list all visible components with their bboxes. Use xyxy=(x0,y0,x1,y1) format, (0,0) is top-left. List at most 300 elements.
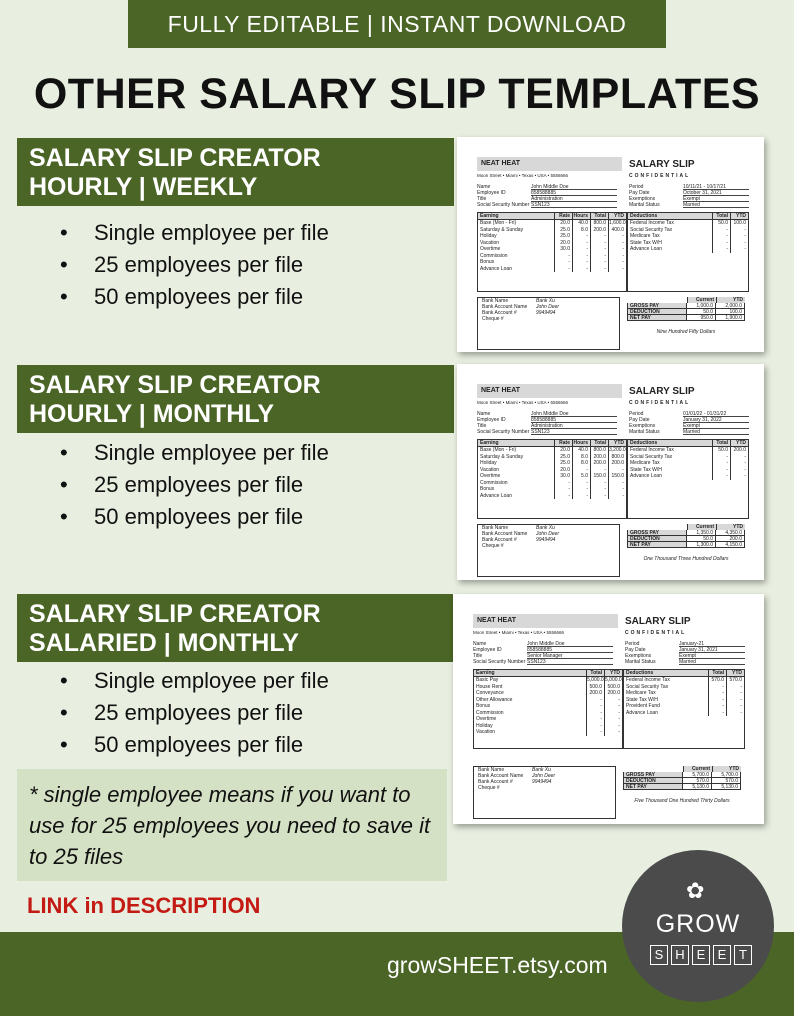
logo-grow-text: GROW xyxy=(655,910,741,938)
section-header-salaried-monthly xyxy=(17,594,454,662)
table-cell: Vacation xyxy=(480,239,500,246)
table-header-cell: YTD xyxy=(608,213,626,219)
totals-value: 570.0 xyxy=(682,778,711,783)
bank-value: John Deer xyxy=(536,304,560,310)
table-header-cell: Earning xyxy=(476,670,495,676)
bank-value: 9949494 xyxy=(532,779,552,785)
slip-company-address: Moon Street • Miami • Texas • USA • 5556666 xyxy=(473,630,565,635)
salary-slip-preview-hourly-weekly xyxy=(457,137,764,352)
totals-row xyxy=(627,315,745,321)
deductions-table xyxy=(627,439,749,519)
table-header-cell: Total xyxy=(708,670,726,676)
bank-row xyxy=(478,316,619,322)
table-header xyxy=(478,440,626,447)
table-cell: - xyxy=(726,703,744,710)
table-cell: Social Security Tax xyxy=(626,683,669,690)
table-cell: 40.0 xyxy=(572,447,590,454)
info-value: January-21 xyxy=(679,641,745,647)
info-value: Married xyxy=(679,659,745,665)
section-title-line1: SALARY SLIP CREATOR xyxy=(29,371,321,399)
info-label: Marital Status xyxy=(629,429,660,435)
table-header-cell: Hours xyxy=(573,440,588,446)
table-header xyxy=(478,213,626,220)
table-cell: - xyxy=(708,703,726,710)
slip-confidential: CONFIDENTIAL xyxy=(629,173,691,179)
bank-label: Cheque # xyxy=(478,785,500,791)
table-header-cell: Earning xyxy=(480,213,499,219)
table-cell: 800.0 xyxy=(608,454,626,461)
table-header-cell: Earning xyxy=(480,440,499,446)
table-cell: Advance Loan xyxy=(480,265,512,272)
table-cell: State Tax W/H xyxy=(630,466,662,473)
slip-company-name: NEAT HEAT xyxy=(477,384,622,398)
totals-label: NET PAY xyxy=(628,315,686,320)
table-cell: - xyxy=(604,723,622,730)
table-header-cell: YTD xyxy=(608,440,626,446)
table-cell: - xyxy=(726,684,744,691)
info-value: Exempt xyxy=(683,196,749,202)
table-cell: - xyxy=(730,233,748,240)
totals-header-cell: Current xyxy=(683,766,712,772)
table-cell: Commission xyxy=(476,709,504,716)
table-cell: - xyxy=(708,690,726,697)
table-cell: - xyxy=(586,697,604,704)
bank-label: Cheque # xyxy=(482,316,504,322)
table-header-cell: YTD xyxy=(604,670,622,676)
totals-table xyxy=(623,766,741,790)
table-cell: - xyxy=(730,467,748,474)
table-cell: - xyxy=(712,233,730,240)
bullet-icon: • xyxy=(60,700,68,725)
table-cell: 570.0 xyxy=(726,677,744,684)
table-cell: - xyxy=(590,467,608,474)
totals-value: 50.0 xyxy=(686,536,715,541)
table-cell: - xyxy=(590,266,608,273)
bullet-icon: • xyxy=(60,220,68,245)
table-cell: 400.0 xyxy=(608,227,626,234)
table-cell: - xyxy=(708,710,726,717)
slip-title: SALARY SLIP xyxy=(629,386,695,397)
info-label: Period xyxy=(629,411,644,417)
table-cell: 20.0 xyxy=(554,447,572,454)
table-cell: 8.0 xyxy=(572,460,590,467)
deductions-table xyxy=(623,669,745,749)
table-cell: - xyxy=(604,697,622,704)
table-cell: 500.0 xyxy=(586,684,604,691)
table-cell: 200.0 xyxy=(586,690,604,697)
table-cell: - xyxy=(554,493,572,500)
table-cell: 150.0 xyxy=(608,473,626,480)
info-value: SSN123 xyxy=(531,429,617,435)
totals-value: 1,350.0 xyxy=(686,530,715,535)
salary-slip-preview-hourly-monthly xyxy=(457,364,764,580)
info-value: Exempt xyxy=(683,423,749,429)
table-row xyxy=(474,729,622,736)
table-cell: Base (Mon - Fri) xyxy=(480,447,517,453)
info-value: John Middle Doe xyxy=(527,641,613,647)
table-cell: Federal Income Tax xyxy=(630,447,674,453)
salary-slip-preview-salaried-monthly xyxy=(453,594,764,824)
bullet-icon: • xyxy=(60,440,68,465)
totals-label: DEDUCTION xyxy=(624,778,682,783)
info-value: 10/11/21 - 10/17/21 xyxy=(683,184,749,190)
totals-row xyxy=(623,784,741,790)
table-cell: - xyxy=(572,467,590,474)
info-label: Period xyxy=(625,641,640,647)
info-label: Title xyxy=(473,653,483,659)
table-cell: - xyxy=(604,716,622,723)
table-cell: Advance Loan xyxy=(630,473,662,479)
section-header-hourly-weekly xyxy=(17,138,454,206)
table-cell: - xyxy=(572,253,590,260)
bank-value: John Deer xyxy=(532,773,556,779)
table-header-cell: YTD xyxy=(726,670,744,676)
table-header-cell: Deductions xyxy=(630,440,658,446)
table-header-cell: Total xyxy=(586,670,604,676)
table-cell: - xyxy=(572,259,590,266)
section-title-line2: HOURLY | WEEKLY xyxy=(29,173,258,201)
info-value: Married xyxy=(683,429,749,435)
info-value: January 31, 2021 xyxy=(679,647,745,653)
table-cell: - xyxy=(572,266,590,273)
bank-details xyxy=(473,766,616,819)
totals-value: 200.0 xyxy=(715,536,744,541)
slip-confidential: CONFIDENTIAL xyxy=(625,630,687,636)
list-item: • 50 employees per file xyxy=(60,281,329,313)
table-cell: 50.0 xyxy=(712,220,730,227)
table-cell: State Tax W/H xyxy=(630,239,662,246)
info-label: Title xyxy=(477,196,487,202)
section-title-line2: SALARIED | MONTHLY xyxy=(29,629,299,657)
slip-pay-info xyxy=(625,641,745,665)
info-label: Name xyxy=(477,411,491,417)
table-cell: 8.0 xyxy=(572,227,590,234)
table-cell: Advance Loan xyxy=(630,246,662,252)
amount-in-words: Five Thousand One Hundred Thirty Dollars xyxy=(634,798,730,804)
logo-letter: T xyxy=(734,945,752,965)
table-cell: - xyxy=(712,467,730,474)
table-cell: - xyxy=(726,710,744,717)
totals-label: GROSS PAY xyxy=(628,530,686,535)
totals-value: 1,300.0 xyxy=(686,542,715,547)
section-title-line2: HOURLY | MONTHLY xyxy=(29,400,274,428)
table-cell: Social Security Tax xyxy=(630,226,673,233)
list-item: • Single employee per file xyxy=(60,217,329,249)
slip-employee-info xyxy=(477,411,617,435)
info-value: Exempt xyxy=(679,653,745,659)
info-row xyxy=(477,202,617,208)
table-cell: 50.0 xyxy=(712,447,730,454)
info-row xyxy=(477,429,617,435)
info-value: John Middle Doe xyxy=(531,411,617,417)
list-item: • Single employee per file xyxy=(60,665,329,697)
info-label: Name xyxy=(473,641,487,647)
table-cell: Social Security Tax xyxy=(630,453,673,460)
table-cell: - xyxy=(604,703,622,710)
table-cell: - xyxy=(608,467,626,474)
bank-label: Bank Name xyxy=(482,298,509,304)
table-row xyxy=(478,266,626,273)
bank-value: 9949494 xyxy=(536,537,556,543)
totals-value: 1,000.0 xyxy=(686,303,715,308)
table-row xyxy=(478,493,626,500)
section-header-hourly-monthly xyxy=(17,365,454,433)
page-title: OTHER SALARY SLIP TEMPLATES xyxy=(33,70,761,118)
table-cell: 25.0 xyxy=(554,233,572,240)
slip-title: SALARY SLIP xyxy=(625,616,691,627)
bullet-icon: • xyxy=(60,252,68,277)
table-cell: Commission xyxy=(480,479,508,486)
slip-company-name: NEAT HEAT xyxy=(477,157,622,171)
table-header xyxy=(628,213,748,220)
info-label: Period xyxy=(629,184,644,190)
table-cell: 200.0 xyxy=(730,447,748,454)
info-label: Employee ID xyxy=(473,647,502,653)
table-cell: Medicare Tax xyxy=(630,460,660,466)
info-label: Title xyxy=(477,423,487,429)
table-cell: 570.0 xyxy=(708,677,726,684)
bullet-icon: • xyxy=(60,284,68,309)
table-cell: Advance Loan xyxy=(480,492,512,499)
table-header-cell: Hours xyxy=(573,213,588,219)
table-cell: - xyxy=(730,227,748,234)
growsheet-logo xyxy=(622,850,774,1002)
table-cell: Bonus xyxy=(480,486,495,492)
top-banner: FULLY EDITABLE | INSTANT DOWNLOAD xyxy=(128,0,666,48)
table-cell: Vacation xyxy=(480,466,500,473)
info-label: Employee ID xyxy=(477,417,506,423)
slip-company-address: Moon Street • Miami • Texas • USA • 5556666 xyxy=(477,173,569,178)
table-cell: - xyxy=(608,233,626,240)
table-cell: - xyxy=(572,480,590,487)
info-value: 858588885 xyxy=(531,417,617,423)
table-cell: 25.0 xyxy=(554,227,572,234)
table-cell: - xyxy=(730,240,748,247)
table-header-cell: Total xyxy=(712,213,730,219)
table-cell: - xyxy=(590,246,608,253)
bullet-list-salaried-monthly xyxy=(60,665,329,761)
table-cell: 25.0 xyxy=(554,454,572,461)
totals-header-cell: YTD xyxy=(712,766,741,772)
table-cell: - xyxy=(608,480,626,487)
table-cell: - xyxy=(572,240,590,247)
table-cell: - xyxy=(554,486,572,493)
bank-label: Bank Account # xyxy=(482,310,517,316)
table-cell: Provident Fund xyxy=(626,703,660,709)
info-value: 01/01/22 - 01/31/22 xyxy=(683,411,749,417)
table-cell: - xyxy=(590,486,608,493)
info-row xyxy=(629,202,749,208)
info-value: SSN123 xyxy=(527,659,613,665)
table-cell: - xyxy=(554,480,572,487)
info-value: Administration xyxy=(531,196,617,202)
table-cell: 20.0 xyxy=(554,220,572,227)
totals-row xyxy=(627,542,745,548)
bank-row xyxy=(474,785,615,791)
info-label: Pay Date xyxy=(629,417,650,423)
table-cell: - xyxy=(730,246,748,253)
totals-header-cell: Current xyxy=(687,524,716,530)
info-label: Name xyxy=(477,184,491,190)
table-cell: 5.0 xyxy=(572,473,590,480)
totals-label: NET PAY xyxy=(628,542,686,547)
totals-label: DEDUCTION xyxy=(628,309,686,314)
table-cell: Advance Loan xyxy=(626,709,658,716)
info-value: Senior Manager xyxy=(527,653,613,659)
table-cell: 150.0 xyxy=(590,473,608,480)
totals-value: 5,700.0 xyxy=(711,772,740,777)
slip-title: SALARY SLIP xyxy=(629,159,695,170)
bank-label: Bank Name xyxy=(482,525,509,531)
table-cell: - xyxy=(590,493,608,500)
info-value: 858588885 xyxy=(527,647,613,653)
list-item: • Single employee per file xyxy=(60,437,329,469)
info-row xyxy=(473,659,613,665)
table-cell: Commission xyxy=(480,252,508,259)
table-cell: 8.0 xyxy=(572,454,590,461)
totals-value: 5,130.0 xyxy=(711,784,740,789)
info-value: October 31, 2021 xyxy=(683,190,749,196)
logo-letter: H xyxy=(671,945,689,965)
bank-label: Cheque # xyxy=(482,543,504,549)
table-row xyxy=(624,710,744,717)
table-cell: - xyxy=(572,246,590,253)
earnings-table xyxy=(477,212,627,292)
totals-value: 950.0 xyxy=(686,315,715,320)
table-cell: Other Allowance xyxy=(476,696,513,703)
table-cell: - xyxy=(608,493,626,500)
slip-company-name: NEAT HEAT xyxy=(473,614,618,628)
table-cell: 1,600.0 xyxy=(609,220,626,226)
table-header-cell: Deductions xyxy=(626,670,654,676)
table-header-cell: Rate xyxy=(554,213,572,219)
totals-label: GROSS PAY xyxy=(628,303,686,308)
table-cell: State Tax W/H xyxy=(626,696,658,703)
table-cell: 3,200.0 xyxy=(609,447,626,453)
table-cell: - xyxy=(712,240,730,247)
info-label: Pay Date xyxy=(625,647,646,653)
bullet-icon: • xyxy=(60,732,68,757)
shop-url: growSHEET.etsy.com xyxy=(387,952,608,978)
table-cell: - xyxy=(608,246,626,253)
info-value: John Middle Doe xyxy=(531,184,617,190)
table-cell: - xyxy=(712,246,730,253)
logo-sheet-letters xyxy=(650,945,752,965)
table-cell: - xyxy=(590,480,608,487)
table-cell: 20.0 xyxy=(554,467,572,474)
logo-letter: E xyxy=(713,945,731,965)
table-cell: - xyxy=(730,473,748,480)
table-cell: 800.0 xyxy=(590,447,608,454)
table-cell: - xyxy=(554,259,572,266)
bank-value: Bank Xu xyxy=(536,525,555,531)
list-item: • 50 employees per file xyxy=(60,729,329,761)
table-cell: - xyxy=(586,710,604,717)
totals-header-cell: Current xyxy=(687,297,716,303)
slip-confidential: CONFIDENTIAL xyxy=(629,400,691,406)
table-cell: Conveyance xyxy=(476,690,504,696)
list-item: • 25 employees per file xyxy=(60,469,329,501)
table-header-cell: Deductions xyxy=(630,213,658,219)
info-label: Exemptions xyxy=(625,653,652,659)
info-label: Exemptions xyxy=(629,423,656,429)
table-cell: 20.0 xyxy=(554,240,572,247)
table-cell: 200.0 xyxy=(590,454,608,461)
table-cell: - xyxy=(586,716,604,723)
list-item: • 50 employees per file xyxy=(60,501,329,533)
bank-details xyxy=(477,297,620,350)
table-header xyxy=(474,670,622,677)
totals-value: 4,150.0 xyxy=(715,542,744,547)
deductions-table xyxy=(627,212,749,292)
bank-value: Bank Xu xyxy=(532,767,551,773)
totals-label: NET PAY xyxy=(624,784,682,789)
table-cell: - xyxy=(572,493,590,500)
link-in-description: LINK in DESCRIPTION xyxy=(27,893,261,918)
info-label: Marital Status xyxy=(625,659,656,665)
bank-label: Bank Name xyxy=(478,767,505,773)
earnings-table xyxy=(473,669,623,749)
table-cell: Saturday & Sunday xyxy=(480,226,524,233)
logo-letter: S xyxy=(650,945,668,965)
table-cell: Overtime xyxy=(480,473,501,479)
bullet-icon: • xyxy=(60,668,68,693)
table-cell: Saturday & Sunday xyxy=(480,453,524,460)
table-cell: - xyxy=(608,266,626,273)
table-cell: Federal Income Tax xyxy=(626,677,670,683)
bank-label: Bank Account Name xyxy=(478,773,524,779)
bank-label: Bank Account Name xyxy=(482,531,528,537)
totals-value: 5,130.0 xyxy=(682,784,711,789)
table-cell: Holiday xyxy=(480,233,497,239)
table-header-cell: YTD xyxy=(730,440,748,446)
info-label: Marital Status xyxy=(629,202,660,208)
table-cell: Base (Mon - Fri) xyxy=(480,220,517,226)
table-cell: - xyxy=(554,266,572,273)
bullet-list-hourly-weekly xyxy=(60,217,329,313)
slip-company-address: Moon Street • Miami • Texas • USA • 5556666 xyxy=(477,400,569,405)
table-cell: 800.0 xyxy=(590,220,608,227)
section-title-line1: SALARY SLIP CREATOR xyxy=(29,144,321,172)
info-label: Employee ID xyxy=(477,190,506,196)
table-cell: Bonus xyxy=(480,259,495,265)
slip-pay-info xyxy=(629,411,749,435)
bank-details xyxy=(477,524,620,577)
bank-label: Bank Account # xyxy=(482,537,517,543)
table-cell: 40.0 xyxy=(572,220,590,227)
table-cell: 500.0 xyxy=(604,684,622,691)
info-label: Social Security Number xyxy=(477,202,530,208)
info-value: 858588885 xyxy=(531,190,617,196)
table-cell: Holiday xyxy=(480,460,497,466)
info-label: Social Security Number xyxy=(473,659,526,665)
table-cell: 5,000.0 xyxy=(605,677,622,683)
table-cell: - xyxy=(726,697,744,704)
table-cell: - xyxy=(608,253,626,260)
bullet-icon: • xyxy=(60,472,68,497)
table-cell: - xyxy=(590,233,608,240)
table-cell: Medicare Tax xyxy=(630,233,660,239)
earnings-table xyxy=(477,439,627,519)
table-header-cell: Total xyxy=(590,213,608,219)
info-value: SSN123 xyxy=(531,202,617,208)
bank-value: 9949494 xyxy=(536,310,556,316)
totals-value: 100.0 xyxy=(715,309,744,314)
table-cell: 200.0 xyxy=(590,227,608,234)
bank-value: John Deer xyxy=(536,531,560,537)
table-cell: Bonus xyxy=(476,703,491,709)
table-cell: Overtime xyxy=(480,246,501,252)
